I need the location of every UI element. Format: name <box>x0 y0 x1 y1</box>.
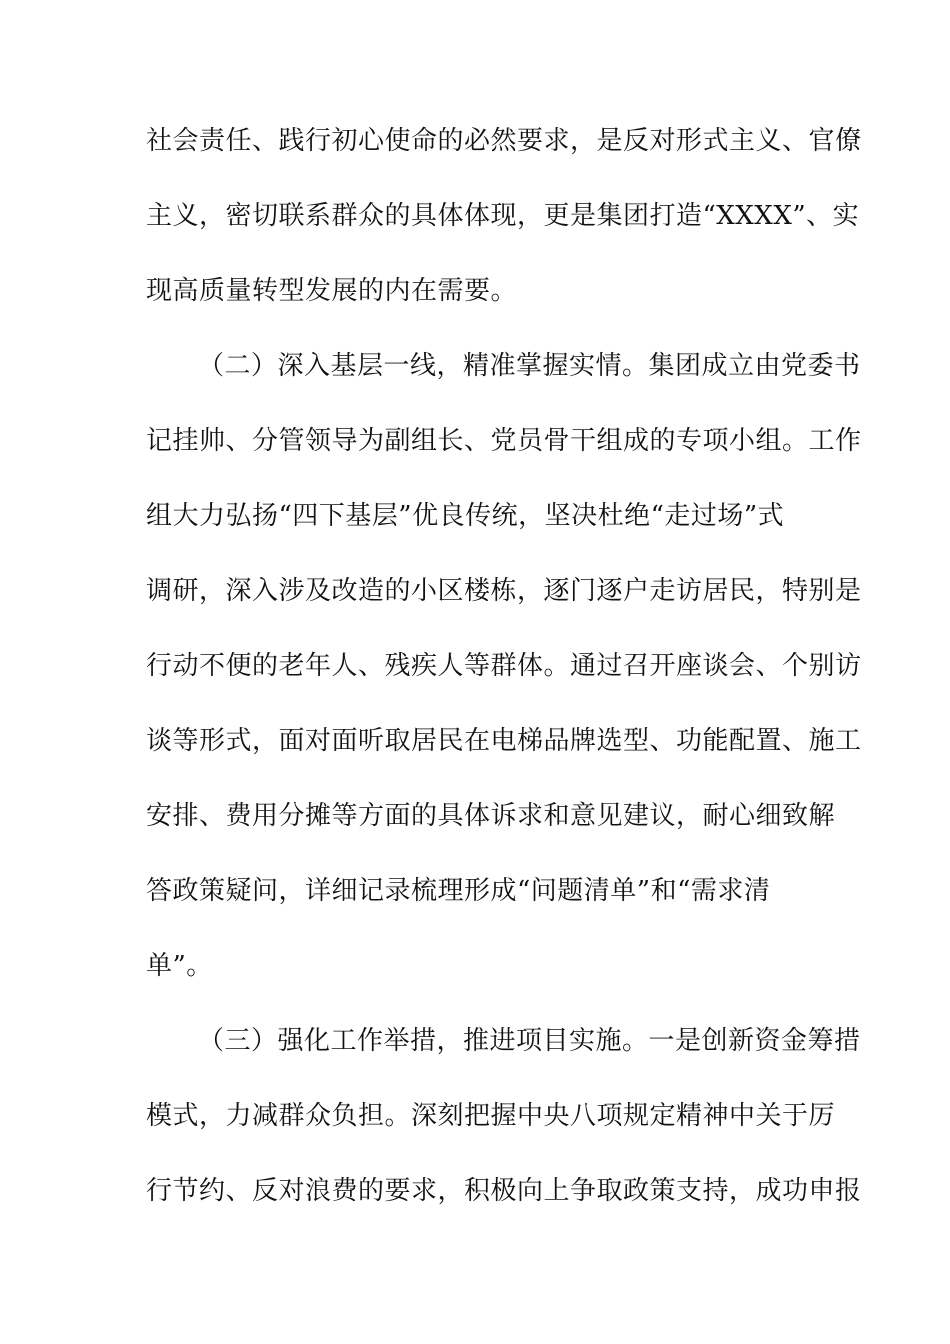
paragraph-line: 记挂帅、分管领导为副组长、党员骨干组成的专项小组。工作 <box>146 426 862 456</box>
paragraph-line: 行节约、反对浪费的要求，积极向上争取政策支持，成功申报 <box>146 1176 862 1206</box>
paragraph-line: 主义，密切联系群众的具体体现，更是集团打造“XXXX”、实 <box>146 201 860 231</box>
section-heading-line: （二）深入基层一线，精准掌握实情。集团成立由党委书 <box>198 351 861 381</box>
paragraph-line: 调研，深入涉及改造的小区楼栋，逐门逐户走访居民，特别是 <box>146 576 862 606</box>
paragraph-line: 组大力弘扬“四下基层”优良传统，坚决杜绝“走过场”式 <box>146 501 785 531</box>
paragraph-line: 安排、费用分摊等方面的具体诉求和意见建议，耐心细致解 <box>146 801 836 831</box>
paragraph-line: 现高质量转型发展的内在需要。 <box>146 276 518 306</box>
paragraph-line: 谈等形式，面对面听取居民在电梯品牌选型、功能配置、施工 <box>146 726 862 756</box>
paragraph-line: 行动不便的老年人、残疾人等群体。通过召开座谈会、个别访 <box>146 651 862 681</box>
paragraph-line: 答政策疑问，详细记录梳理形成“问题清单”和“需求清 <box>146 876 771 906</box>
section-heading-line: （三）强化工作举措，推进项目实施。一是创新资金筹措 <box>198 1026 861 1056</box>
paragraph-line: 模式，力减群众负担。深刻把握中央八项规定精神中关于厉 <box>146 1101 836 1131</box>
paragraph-line: 社会责任、践行初心使命的必然要求，是反对形式主义、官僚 <box>146 126 862 156</box>
paragraph-line: 单”。 <box>146 951 213 981</box>
